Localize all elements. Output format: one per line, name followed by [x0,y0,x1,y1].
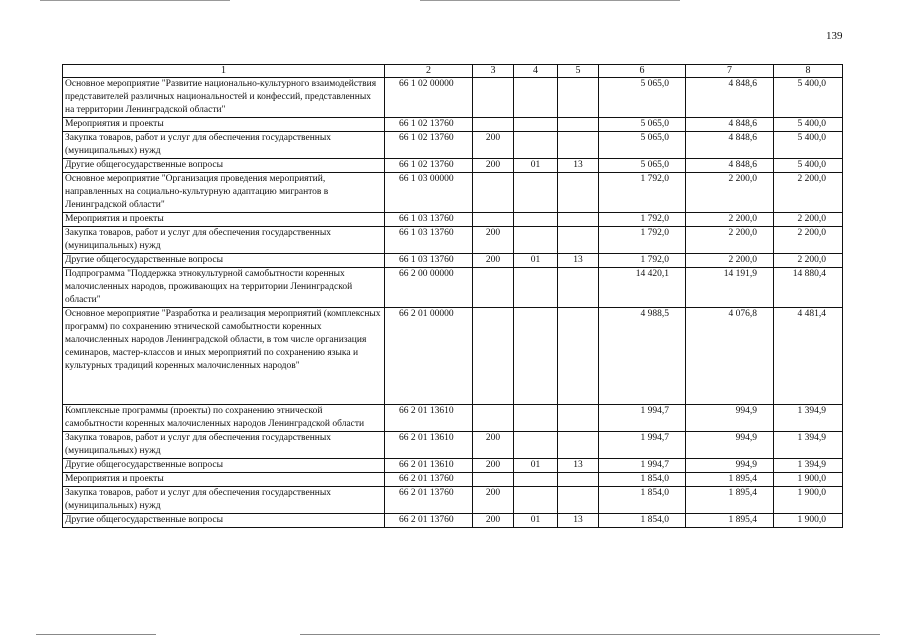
amount-col-7: 1 895,4 [686,473,774,487]
row-name: Основное мероприятие "Развитие национально-культурного взаимодействия представителей различных национальностей и конфессий, представленных на территории Ленинградской области" [63,78,385,118]
table-row [63,78,843,118]
target-code: 66 1 02 13760 [385,132,473,159]
table-row [63,473,843,487]
subsection [558,132,599,159]
table-row [63,213,843,227]
column-header: 5 [558,65,599,78]
row-name: Закупка товаров, работ и услуг для обеспечения государственных (муниципальных) нужд [63,432,385,459]
expense-type [473,118,514,132]
budget-table [62,64,843,528]
table-row [63,487,843,514]
amount-col-7: 2 200,0 [686,227,774,254]
amount-col-6: 1 792,0 [599,227,686,254]
subsection: 13 [558,159,599,173]
amount-col-7: 4 848,6 [686,118,774,132]
target-code: 66 2 01 13760 [385,514,473,528]
column-header: 3 [473,65,514,78]
expense-type: 200 [473,132,514,159]
section [514,308,558,405]
column-header: 7 [686,65,774,78]
expense-type: 200 [473,514,514,528]
top-edge-rule [420,0,680,1]
table-row [63,308,843,405]
row-name: Другие общегосударственные вопросы [63,514,385,528]
table-row [63,268,843,308]
section [514,487,558,514]
amount-col-6: 1 854,0 [599,473,686,487]
table-row [63,405,843,432]
row-name: Другие общегосударственные вопросы [63,459,385,473]
amount-col-7: 4 848,6 [686,159,774,173]
amount-col-7: 2 200,0 [686,213,774,227]
amount-col-6: 1 792,0 [599,254,686,268]
page-number: 139 [826,30,843,42]
column-header: 2 [385,65,473,78]
row-name: Закупка товаров, работ и услуг для обеспечения государственных (муниципальных) нужд [63,227,385,254]
target-code: 66 1 02 13760 [385,118,473,132]
target-code: 66 2 01 13610 [385,459,473,473]
amount-col-8: 1 900,0 [774,514,843,528]
amount-col-7: 1 895,4 [686,514,774,528]
table-row [63,432,843,459]
amount-col-7: 994,9 [686,432,774,459]
table-row [63,514,843,528]
table-row [63,227,843,254]
bottom-edge-rule [300,634,880,635]
expense-type [473,405,514,432]
expense-type [473,173,514,213]
amount-col-6: 1 792,0 [599,173,686,213]
target-code: 66 2 00 00000 [385,268,473,308]
target-code: 66 2 01 00000 [385,308,473,405]
table-row [63,118,843,132]
expense-type [473,78,514,118]
target-code: 66 2 01 13610 [385,432,473,459]
amount-col-8: 1 900,0 [774,473,843,487]
expense-type [473,473,514,487]
row-name: Мероприятия и проекты [63,473,385,487]
amount-col-7: 2 200,0 [686,173,774,213]
section [514,173,558,213]
target-code: 66 1 03 00000 [385,173,473,213]
section: 01 [514,514,558,528]
table-row [63,132,843,159]
target-code: 66 2 01 13760 [385,473,473,487]
section: 01 [514,459,558,473]
row-name: Подпрограмма "Поддержка этнокультурной самобытности коренных малочисленных народов, проживающих на территории Ленинградской области" [63,268,385,308]
amount-col-6: 5 065,0 [599,78,686,118]
subsection [558,473,599,487]
amount-col-7: 994,9 [686,405,774,432]
row-name: Комплексные программы (проекты) по сохранению этнической самобытности коренных малочисленных народов Ленинградской области [63,405,385,432]
amount-col-7: 994,9 [686,459,774,473]
section [514,432,558,459]
top-edge-rule [40,0,230,1]
target-code: 66 1 02 00000 [385,78,473,118]
amount-col-6: 5 065,0 [599,132,686,159]
expense-type: 200 [473,459,514,473]
subsection [558,405,599,432]
subsection [558,213,599,227]
table-header-row [63,65,843,78]
subsection [558,432,599,459]
column-header: 8 [774,65,843,78]
amount-col-6: 1 854,0 [599,487,686,514]
section [514,473,558,487]
amount-col-8: 14 880,4 [774,268,843,308]
amount-col-8: 1 394,9 [774,432,843,459]
amount-col-6: 5 065,0 [599,159,686,173]
amount-col-8: 2 200,0 [774,254,843,268]
amount-col-7: 4 848,6 [686,132,774,159]
amount-col-8: 5 400,0 [774,118,843,132]
amount-col-8: 5 400,0 [774,132,843,159]
amount-col-7: 1 895,4 [686,487,774,514]
expense-type: 200 [473,487,514,514]
target-code: 66 1 03 13760 [385,213,473,227]
target-code: 66 2 01 13610 [385,405,473,432]
subsection [558,173,599,213]
row-name: Другие общегосударственные вопросы [63,159,385,173]
section: 01 [514,254,558,268]
table-row [63,173,843,213]
column-header: 6 [599,65,686,78]
target-code: 66 1 02 13760 [385,159,473,173]
bottom-edge-rule [36,634,156,635]
amount-col-8: 2 200,0 [774,227,843,254]
expense-type: 200 [473,432,514,459]
subsection: 13 [558,459,599,473]
section [514,213,558,227]
section [514,268,558,308]
section [514,118,558,132]
amount-col-7: 4 848,6 [686,78,774,118]
amount-col-8: 1 900,0 [774,487,843,514]
row-name: Основное мероприятие "Организация проведения мероприятий, направленных на социально-культурную адаптацию мигрантов в Ленинградской области" [63,173,385,213]
section [514,405,558,432]
amount-col-8: 4 481,4 [774,308,843,405]
subsection: 13 [558,514,599,528]
row-name: Закупка товаров, работ и услуг для обеспечения государственных (муниципальных) нужд [63,132,385,159]
subsection [558,227,599,254]
expense-type: 200 [473,159,514,173]
amount-col-6: 5 065,0 [599,118,686,132]
table-row [63,159,843,173]
target-code: 66 1 03 13760 [385,227,473,254]
amount-col-6: 1 792,0 [599,213,686,227]
row-name: Другие общегосударственные вопросы [63,254,385,268]
column-header: 4 [514,65,558,78]
expense-type [473,308,514,405]
amount-col-8: 5 400,0 [774,78,843,118]
subsection [558,487,599,514]
amount-col-8: 1 394,9 [774,459,843,473]
row-name: Закупка товаров, работ и услуг для обеспечения государственных (муниципальных) нужд [63,487,385,514]
section [514,78,558,118]
amount-col-8: 2 200,0 [774,213,843,227]
amount-col-8: 1 394,9 [774,405,843,432]
section [514,132,558,159]
amount-col-6: 14 420,1 [599,268,686,308]
amount-col-7: 4 076,8 [686,308,774,405]
amount-col-6: 1 854,0 [599,514,686,528]
amount-col-6: 1 994,7 [599,459,686,473]
amount-col-6: 1 994,7 [599,405,686,432]
table-row [63,254,843,268]
amount-col-7: 14 191,9 [686,268,774,308]
amount-col-8: 2 200,0 [774,173,843,213]
expense-type [473,213,514,227]
column-header: 1 [63,65,385,78]
amount-col-6: 1 994,7 [599,432,686,459]
subsection [558,118,599,132]
amount-col-6: 4 988,5 [599,308,686,405]
subsection [558,308,599,405]
target-code: 66 1 03 13760 [385,254,473,268]
row-name: Основное мероприятие "Разработка и реализация мероприятий (комплексных программ) по сохранению этнической самобытности коренных малочисленных народов Ленинградской области, в том числе организация семинаров, мастер-классов и иных мероприятий по сохранению языка и культурных традиций коренных малочисленных народов" [63,308,385,405]
row-name: Мероприятия и проекты [63,118,385,132]
section: 01 [514,159,558,173]
expense-type: 200 [473,227,514,254]
row-name: Мероприятия и проекты [63,213,385,227]
table-row [63,459,843,473]
target-code: 66 2 01 13760 [385,487,473,514]
expense-type [473,268,514,308]
amount-col-7: 2 200,0 [686,254,774,268]
subsection [558,78,599,118]
amount-col-8: 5 400,0 [774,159,843,173]
subsection [558,268,599,308]
section [514,227,558,254]
subsection: 13 [558,254,599,268]
expense-type: 200 [473,254,514,268]
